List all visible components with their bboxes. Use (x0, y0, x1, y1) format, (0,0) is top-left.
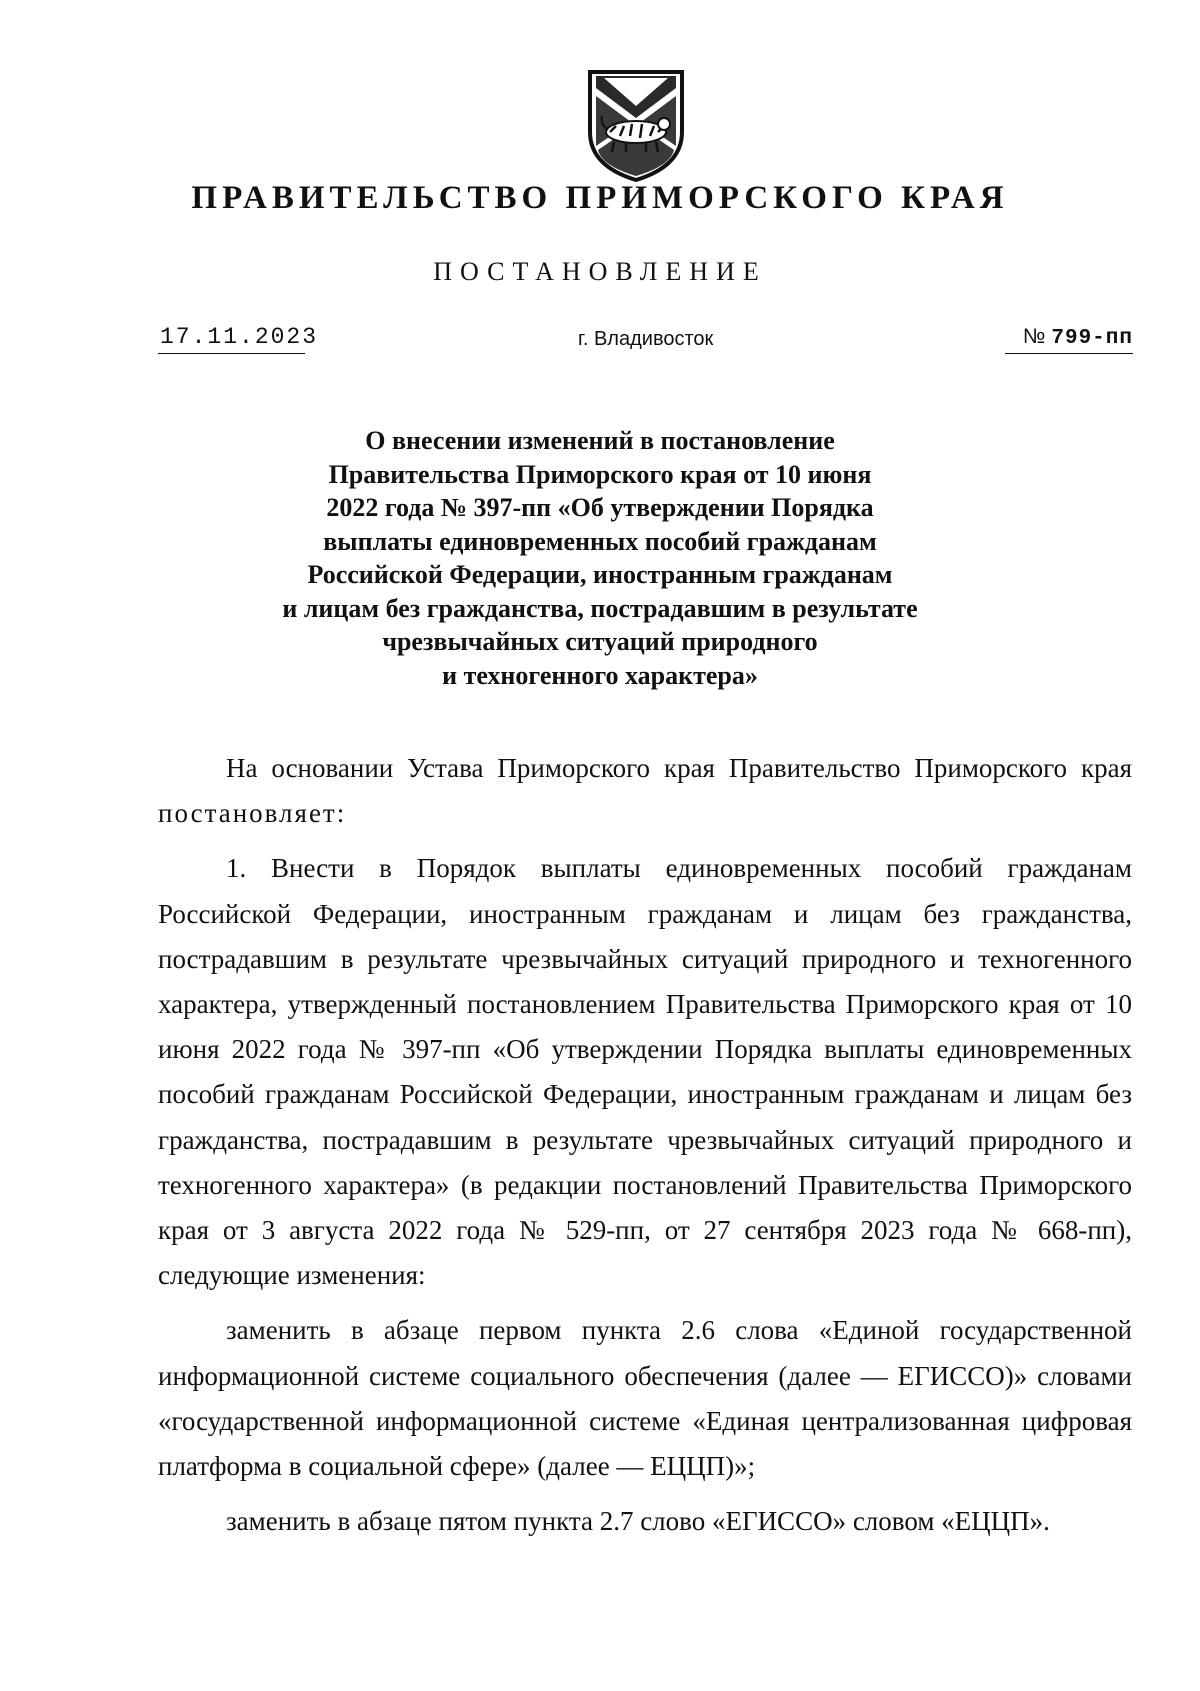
heading-line: О внесении изменений в постановление (365, 426, 835, 455)
change-1-paragraph: заменить в абзаце первом пункта 2.6 слова «Единой государственной информационной системе социального обеспечения (далее — ЕГИССО)» словами «государственной информационной системе «Единая централизованная цифровая платформа в социальной сфере» (далее — ЕЦЦП)»; (158, 1315, 1132, 1482)
document-date: 17.11.2023 (158, 324, 305, 354)
heading-line: выплаты единовременных пособий гражданам (323, 526, 877, 556)
document-city: г. Владивосток (578, 328, 714, 350)
document-body (158, 746, 1132, 1544)
document-meta (158, 324, 1133, 364)
heading-line: Российской Федерации, иностранным гражданам (307, 560, 893, 589)
change-2-paragraph: заменить в абзаце пятом пункта 2.7 слово «ЕГИССО» словом «ЕЦЦП». (226, 1506, 1050, 1537)
number-sign: № (1022, 325, 1046, 348)
heading-line: 2022 года № 397-пп «Об утверждении Порядка (326, 493, 874, 522)
heading-line: Правительства Приморского края от 10 июня (328, 459, 872, 489)
heading-line: и техногенного характера» (442, 660, 758, 690)
preamble-paragraph (158, 746, 1132, 836)
heading-line: чрезвычайных ситуаций природного (382, 627, 818, 656)
government-title: ПРАВИТЕЛЬСТВО ПРИМОРСКОГО КРАЯ (191, 180, 1009, 216)
preamble-resolves: постановляет: (158, 798, 347, 829)
document-type: ПОСТАНОВЛЕНИЕ (433, 257, 767, 286)
item-1-paragraph: 1. Внести в Порядок выплаты единовременных пособий гражданам Российской Федерации, иностранным гражданам и лицам без гражданства, пострадавшим в результате чрезвычайных ситуаций природного и техногенного характера, утвержденный постановлением Правительства Приморского края от 10 июня 2022 года № 397-пп «Об утверждении Порядка выплаты единовременных пособий гражданам Российской Федерации, иностранным гражданам и лицам без гражданства, пострадавшим в результате чрезвычайных ситуаций природного и техногенного характера» (в редакции постановлений Правительства Приморского края от 3 августа 2022 года № 529-пп, от 27 сентября 2023 года № 668-пп), следующие изменения: (158, 853, 1132, 1291)
heading-line: и лицам без гражданства, пострадавшим в результате (282, 593, 918, 623)
document-number-field (1005, 324, 1133, 354)
document-number: 799-пп (1051, 327, 1133, 350)
preamble-text: На основании Устава Приморского края Правительство Приморского края (226, 753, 1132, 783)
coat-of-arms-icon (586, 66, 686, 182)
document-heading (200, 424, 1000, 692)
